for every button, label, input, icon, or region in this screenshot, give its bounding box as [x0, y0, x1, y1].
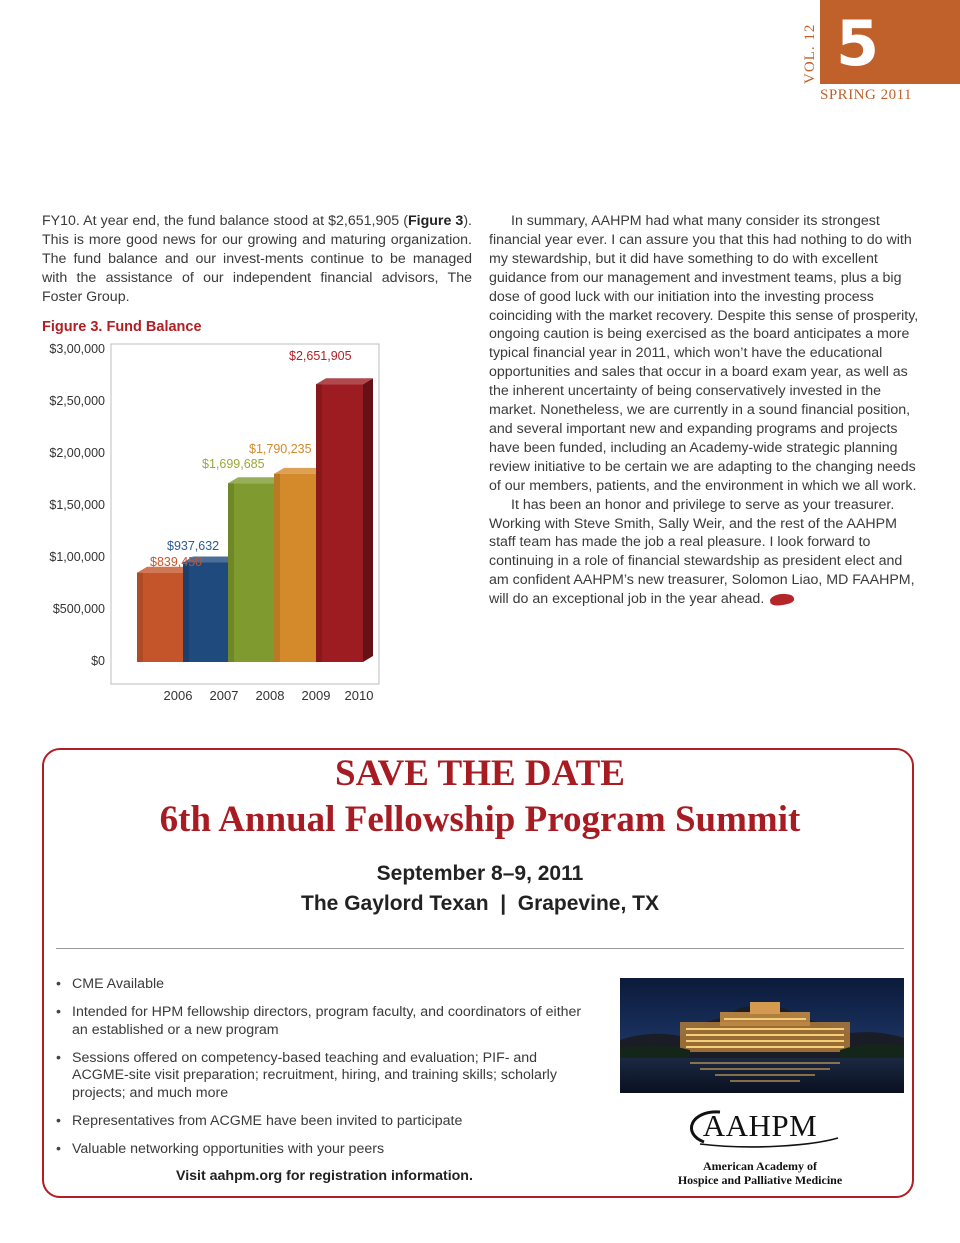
y-tick-label: $2,50,000 [49, 394, 105, 408]
event-title: 6th Annual Fellowship Program Summit [159, 799, 801, 840]
y-tick-label: $500,000 [52, 602, 105, 616]
data-label: $2,651,905 [289, 349, 352, 363]
x-tick-label: 2009 [301, 688, 331, 703]
bar [228, 483, 275, 662]
x-tick-label: 2006 [163, 688, 193, 703]
figure-reference: Figure 3 [407, 213, 464, 229]
data-label: $1,699,685 [202, 457, 265, 471]
bar-edge [228, 483, 234, 662]
data-label: $937,632 [167, 539, 220, 553]
figure-title: Figure 3. Fund Balance [42, 319, 202, 335]
aahpm-logo [660, 1104, 860, 1194]
y-tick-label: $1,00,000 [49, 550, 105, 564]
event-date: September 8–9, 2011 [376, 862, 584, 885]
bar [183, 562, 230, 662]
fund-balance-paragraph [42, 212, 472, 307]
paragraph-text: ). This is more good news for our growing and maturing organization. The fund balance and our invest-ments continue to be managed with the assistance of our independent financial advisors, The Foster Group. [42, 213, 472, 305]
bar-side [363, 378, 373, 662]
event-features-list [54, 976, 594, 1169]
paragraph-text: FY10. At year end, the fund balance stood at $2,651,905 ( [42, 213, 408, 229]
bar-edge [274, 474, 280, 662]
logo-line-2: Hospice and Palliative Medicine [677, 1173, 843, 1187]
logo-line-1: American Academy of [703, 1159, 817, 1173]
divider [56, 948, 904, 949]
venue-photo [620, 978, 904, 1093]
data-label: $1,790,235 [249, 442, 312, 456]
save-the-date-title: SAVE THE DATE [335, 753, 625, 794]
right-column [489, 212, 919, 609]
bar [274, 474, 321, 662]
left-column [42, 212, 472, 307]
y-tick-label: $2,00,000 [49, 446, 105, 460]
season-label: SPRING 2011 [820, 87, 913, 103]
bar-edge [316, 384, 322, 662]
closing-paragraph [489, 496, 919, 609]
fund-balance-chart [30, 338, 390, 708]
y-tick-label: $3,00,000 [49, 342, 105, 356]
event-venue: The Gaylord Texan | Grapevine, TX [301, 892, 659, 915]
y-tick-label: $0 [91, 654, 105, 668]
list-item: • CME Available [54, 976, 594, 994]
end-mark-icon [770, 592, 795, 606]
list-item: • Representatives from ACGME have been invited to participate [54, 1113, 594, 1131]
logo-acronym: AAHPM [702, 1108, 818, 1143]
bar-top [316, 378, 373, 384]
y-tick-label: $1,50,000 [49, 498, 105, 512]
x-tick-label: 2008 [255, 688, 285, 703]
list-item: • Valuable networking opportunities with your peers [54, 1141, 594, 1159]
summary-paragraph: In summary, AAHPM had what many consider its strongest financial year ever. I can assure you that this had nothing to do with my stewardship, but it did have something to do with excellent guidance from our management and investment teams, plus a big dose of good luck with our initiation into the investing process coinciding with the market recovery. Despite this sense of prosperity, ongoing caution is being exercised as the board anticipates a more typical financial year in 2011, which won’t have the educational opportunities and sales that occur in a board exam year, as well as the inherent uncertainty of being conservatively invested in the market. Nonetheless, we are currently in a sound financial position, and several important new and expanding programs and projects have been funded, including an Academy-wide strategic planning review initiative to be certain we are adapting to the changing needs of our members, patients, and the environment in which we all work. [489, 213, 919, 494]
list-item: • Intended for HPM fellowship directors, program faculty, and coordinators of either an established or a new program [54, 1004, 594, 1039]
bar-edge [183, 562, 189, 662]
bar [316, 384, 363, 662]
data-label: $839,450 [150, 555, 203, 569]
registration-link-text[interactable]: Visit aahpm.org for registration information. [176, 1168, 473, 1184]
bar [137, 573, 184, 662]
x-tick-label: 2007 [209, 688, 239, 703]
bar-edge [137, 573, 143, 662]
list-item: • Sessions offered on competency-based teaching and evaluation; PIF- and ACGME-site visit preparation; recruitment, hiring, and training skills; scholarly projects; and much more [54, 1050, 594, 1103]
x-tick-label: 2010 [344, 688, 374, 703]
issue-number: 5 [836, 7, 880, 80]
paragraph-text: It has been an honor and privilege to serve as your treasurer. Working with Steve Smith, Sally Weir, and the rest of the AAHPM staff team has made the job a real pleasure. I look forward to continuing in a role of financial stewardship as president elect and am confident AAHPM’s new treasurer, Solomon Liao, MD FAAHPM, will do an exceptional job in the year ahead. [489, 496, 915, 608]
volume-label: VOL. 12 [802, 23, 818, 84]
